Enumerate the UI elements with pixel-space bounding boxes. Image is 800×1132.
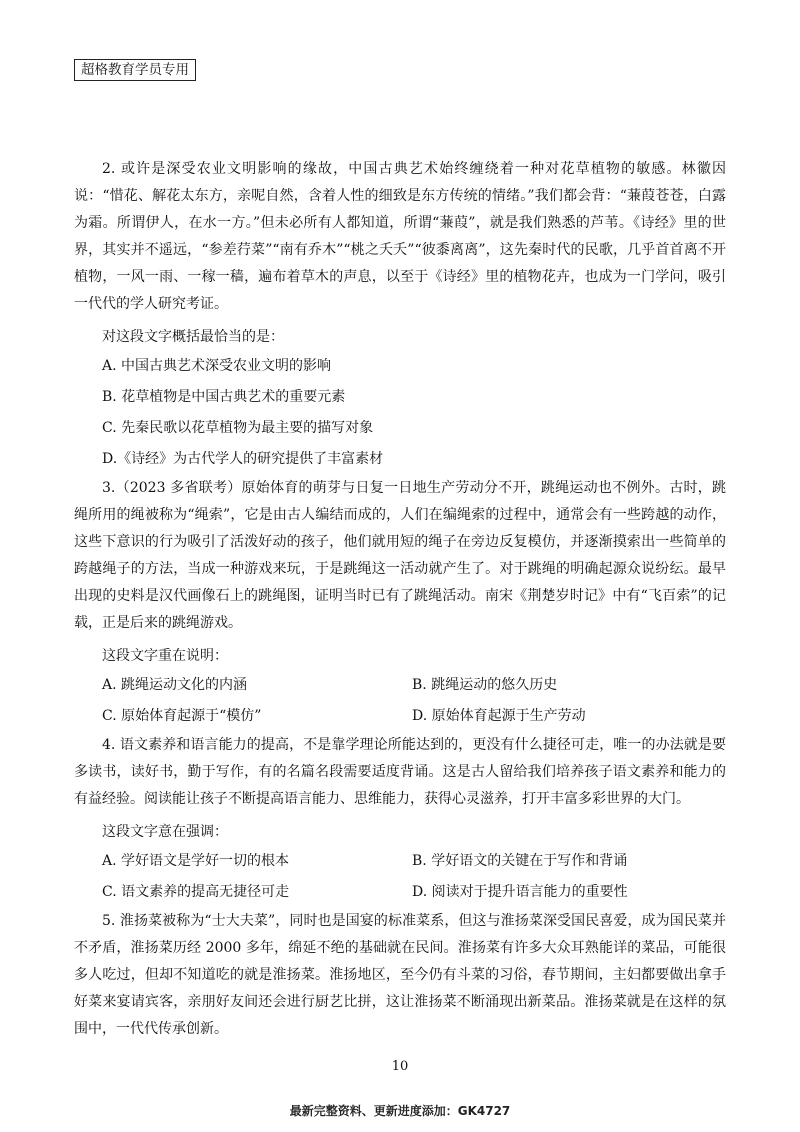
question-2-passage: 2. 或许是深受农业文明影响的缘故，中国古典艺术始终缠绕着一种对花草植物的敏感。林徽因说：“惜花、解花太东方，亲呢自然，含着人性的细致是东方传统的情绪。”我们都会背：“蒹葭苍苍，白露为霜。所谓伊人，在水一方。”但未必所有人都知道，所谓“蒹葭”，就是我们熟悉的芦苇。《诗经》里的世界，其实并不遥远，“参差荇菜”“南有乔木”“桃之夭夭”“彼黍离离”，这先秦时代的民歌，几乎首首离不开植物，一风一雨、一稼一穑，遍布着草木的声息，以至于《诗经》里的植物花卉，也成为一门学问，吸引一代代的学人研究考证。 <box>74 161 726 312</box>
question-2-option-b: B. 花草植物是中国古典艺术的重要元素 <box>102 389 346 405</box>
question-2-option-d: D.《诗经》为古代学人的研究提供了丰富素材 <box>102 451 384 467</box>
question-3-option-a: A. 跳绳运动文化的内涵 <box>102 677 248 693</box>
question-2-prompt: 对这段文字概括最恰当的是： <box>102 329 284 345</box>
question-4-prompt: 这段文字意在强调： <box>102 824 228 840</box>
question-3-prompt: 这段文字重在说明： <box>102 648 228 664</box>
question-4-options-row-2 <box>74 877 726 908</box>
question-4-option-d: D. 阅读对于提升语言能力的重要性 <box>412 884 628 900</box>
question-2-option-c: C. 先秦民歌以花草植物为最主要的描写对象 <box>102 420 374 436</box>
page-number: 10 <box>391 1059 409 1074</box>
question-4-option-b: B. 学好语文的关键在于写作和背诵 <box>412 853 628 869</box>
question-3-options-row-2 <box>74 701 726 732</box>
footer-contact: 最新完整资料、更新进度添加：GK4727 <box>289 1104 511 1118</box>
question-3-option-d: D. 原始体育起源于生产劳动 <box>412 708 586 724</box>
question-4-option-a: A. 学好语文是学好一切的根本 <box>102 853 290 869</box>
question-4-passage: 4. 语文素养和语言能力的提高，不是靠学理论所能达到的，更没有什么捷径可走，唯一的办法就是要多读书，读好书，勤于写作，有的名篇名段需要适度背诵。这是古人留给我们培养孩子语文素养和能力的有益经验。阅读能让孩子不断提高语言能力、思维能力，获得心灵滋养，打开丰富多彩世界的大门。 <box>74 737 726 807</box>
page-content <box>74 156 726 1043</box>
question-5-passage: 5. 淮扬菜被称为“士大夫菜”，同时也是国宴的标准菜系，但这与淮扬菜深受国民喜爱，成为国民菜并不矛盾，淮扬菜历经 2000 多年，绵延不绝的基础就在民间。淮扬菜有许多大众耳熟能详的菜品，可能很多人吃过，但却不知道吃的就是淮扬菜。淮扬地区，至今仍有斗菜的习俗，春节期间，主妇都要做出拿手好菜来宴请宾客，亲朋好友间还会进行厨艺比拼，这让淮扬菜不断涌现出新菜品。淮扬菜就是在这样的氛围中，一代代传承创新。 <box>74 913 726 1037</box>
question-3-options-row-1 <box>74 670 726 701</box>
question-4-options-row-1 <box>74 846 726 877</box>
student-only-stamp: 超格教育学员专用 <box>74 59 196 81</box>
question-2-option-a: A. 中国古典艺术深受农业文明的影响 <box>102 358 332 374</box>
question-4-option-c: C. 语文素养的提高无捷径可走 <box>102 884 290 900</box>
question-3-option-c: C. 原始体育起源于“模仿” <box>102 708 262 724</box>
question-3-passage: 3.（2023 多省联考）原始体育的萌芽与日复一日地生产劳动分不开，跳绳运动也不例外。古时，跳绳所用的绳被称为“绳索”，它是由古人编结而成的，人们在编绳索的过程中，通常会有一些跨越的动作，这些下意识的行为吸引了活泼好动的孩子，他们就用短的绳子在旁边反复模仿，并逐渐摸索出一些简单的跨越绳子的方法，当成一种游戏来玩，于是跳绳这一活动就产生了。对于跳绳的明确起源众说纷纭。最早出现的史料是汉代画像石上的跳绳图，证明当时已有了跳绳活动。南宋《荆楚岁时记》中有“飞百索”的记载，正是后来的跳绳游戏。 <box>74 480 726 631</box>
question-3-option-b: B. 跳绳运动的悠久历史 <box>412 677 558 693</box>
